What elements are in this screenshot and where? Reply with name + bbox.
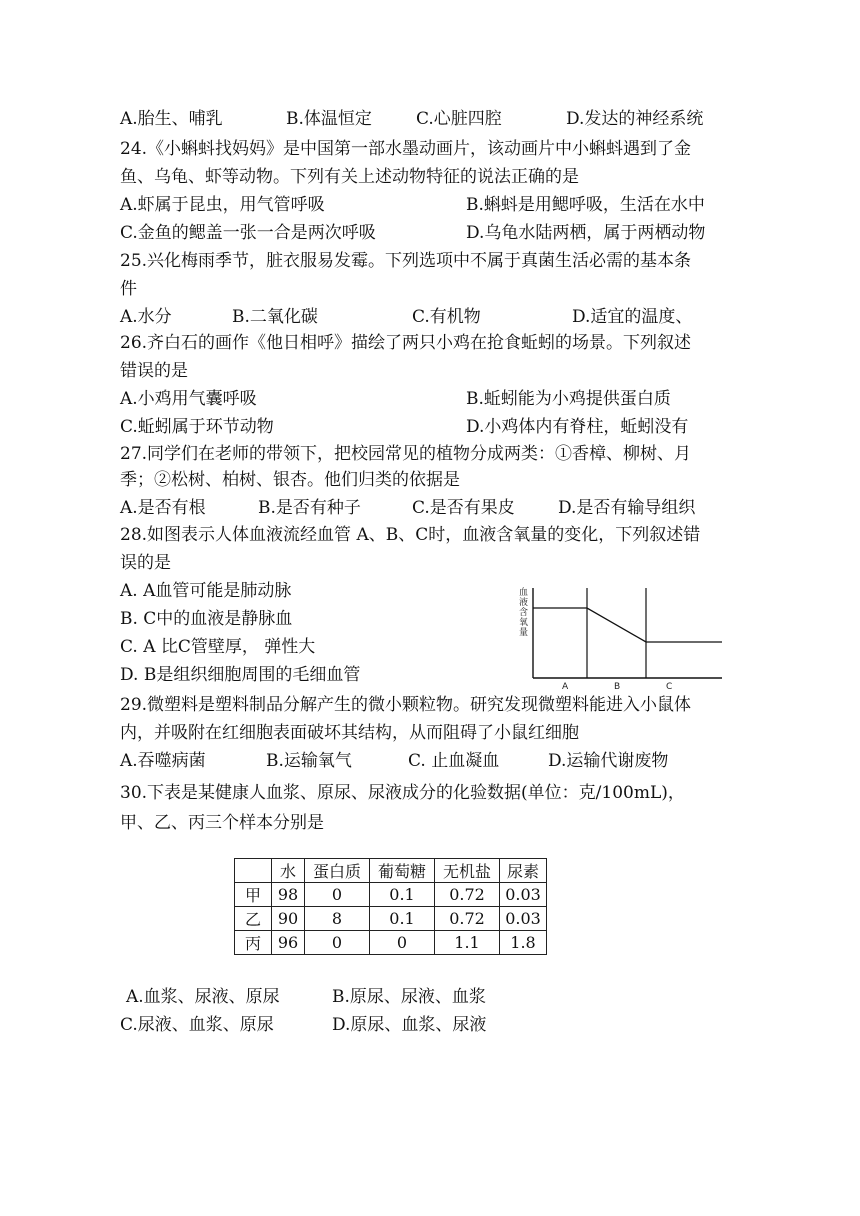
q25-stem-line1: 25.兴化梅雨季节，脏衣服易发霉。下列选项中不属于真菌生活必需的基本条 xyxy=(120,251,692,271)
q29-stem-line1: 29.微塑料是塑料制品分解产生的微小颗粒物。研究发现微塑料能进入小鼠体 xyxy=(120,695,692,715)
q24-stem-line1: 24.《小蝌蚪找妈妈》是中国第一部水墨动画片，该动画片中小蝌蚪遇到了金 xyxy=(120,139,692,159)
graph-segment-c-label: C xyxy=(666,682,673,692)
table-row xyxy=(235,883,547,907)
q25-stem-line2: 件 xyxy=(120,279,137,299)
table-cell: 90 xyxy=(272,907,305,931)
table-cell: 0.03 xyxy=(500,883,547,907)
q28-option-c: C. A 比C管壁厚， 弹性大 xyxy=(120,637,316,657)
q24-option-d: D.乌龟水陆两栖，属于两栖动物 xyxy=(466,223,706,243)
urine-data-table xyxy=(234,858,547,955)
q30-stem-line1: 30.下表是某健康人血浆、原尿、尿液成分的化验数据(单位：克/100mL)， xyxy=(120,783,685,803)
table-row xyxy=(235,907,547,931)
table-cell: 0.72 xyxy=(435,907,500,931)
graph-segment-a-label: A xyxy=(562,682,569,692)
q25-option-a: A.水分 xyxy=(120,307,172,327)
table-cell: 0.03 xyxy=(500,907,547,931)
graph-y-label xyxy=(519,587,528,638)
q25-option-d: D.适宜的温度、 xyxy=(572,307,693,327)
table-header-cell: 无机盐 xyxy=(435,859,500,883)
table-header-cell: 水 xyxy=(272,859,305,883)
oxygen-level-line xyxy=(533,608,722,642)
q26-option-b: B.蚯蚓能为小鸡提供蛋白质 xyxy=(466,389,671,409)
table-header-cell: 葡萄糖 xyxy=(370,859,435,883)
q28-option-b: B. C中的血液是静脉血 xyxy=(120,609,293,629)
graph-y-label-char: 量 xyxy=(519,628,529,638)
q23-option-d: D.发达的神经系统 xyxy=(566,109,704,129)
table-cell: 0 xyxy=(370,931,435,955)
q29-option-a: A.吞噬病菌 xyxy=(120,751,206,771)
table-cell: 98 xyxy=(272,883,305,907)
q24-option-a: A.虾属于昆虫，用气管呼吸 xyxy=(120,195,325,215)
q29-option-d: D.运输代谢废物 xyxy=(548,751,669,771)
q24-option-c: C.金鱼的鳃盖一张一合是两次呼吸 xyxy=(120,223,376,243)
q27-option-a: A.是否有根 xyxy=(120,498,206,518)
graph-y-label-char: 血 xyxy=(519,588,529,598)
q23-option-b: B.体温恒定 xyxy=(286,109,372,129)
table-cell: 1.8 xyxy=(500,931,547,955)
q23-option-a: A.胎生、哺乳 xyxy=(120,109,223,129)
table-cell: 0.1 xyxy=(370,907,435,931)
q27-option-d: D.是否有输导组织 xyxy=(558,498,696,518)
graph-y-label-char: 氧 xyxy=(519,618,529,628)
q25-option-b: B.二氧化碳 xyxy=(232,307,318,327)
q23-option-c: C.心脏四腔 xyxy=(416,109,502,129)
q30-option-a: A.血浆、尿液、原尿 xyxy=(126,987,280,1007)
q30-option-b: B.原尿、尿液、血浆 xyxy=(332,987,486,1007)
graph-y-label-char: 含 xyxy=(519,608,529,618)
table-cell: 0.72 xyxy=(435,883,500,907)
q28-option-d: D. B是组织细胞周围的毛细血管 xyxy=(120,665,361,685)
oxygen-level-graph xyxy=(516,584,726,694)
table-header-row xyxy=(235,859,547,883)
q30-stem-line2: 甲、乙、丙三个样本分别是 xyxy=(120,813,324,833)
q28-stem-line1: 28.如图表示人体血液流经血管 A、B、C时，血液含氧量的变化，下列叙述错 xyxy=(120,525,701,545)
table-cell: 乙 xyxy=(235,907,272,931)
q27-option-c: C.是否有果皮 xyxy=(412,498,515,518)
q26-option-d: D.小鸡体内有脊柱，蚯蚓没有 xyxy=(466,417,689,437)
table-cell: 1.1 xyxy=(435,931,500,955)
q28-stem-line2: 误的是 xyxy=(120,553,171,573)
table-header-cell: 尿素 xyxy=(500,859,547,883)
q30-option-c: C.尿液、血浆、原尿 xyxy=(120,1015,274,1035)
q24-option-b: B.蝌蚪是用鳃呼吸，生活在水中 xyxy=(466,195,705,215)
q30-option-d: D.原尿、血浆、尿液 xyxy=(332,1015,487,1035)
q27-stem-line1: 27.同学们在老师的带领下，把校园常见的植物分成两类：①香樟、柳树、月 xyxy=(120,444,692,464)
table-cell: 0 xyxy=(305,931,370,955)
q26-stem-line1: 26.齐白石的画作《他日相呼》描绘了两只小鸡在抢食蚯蚓的场景。下列叙述 xyxy=(120,333,692,353)
table-cell: 8 xyxy=(305,907,370,931)
q26-option-c: C.蚯蚓属于环节动物 xyxy=(120,417,274,437)
q29-option-b: B.运输氧气 xyxy=(266,751,352,771)
table-cell: 96 xyxy=(272,931,305,955)
q29-option-c: C. 止血凝血 xyxy=(408,751,500,771)
q24-stem-line2: 鱼、乌龟、虾等动物。下列有关上述动物特征的说法正确的是 xyxy=(120,167,579,187)
q28-option-a: A. A血管可能是肺动脉 xyxy=(120,581,292,601)
table-header-cell: 蛋白质 xyxy=(305,859,370,883)
q27-option-b: B.是否有种子 xyxy=(258,498,361,518)
q29-stem-line2: 内，并吸附在红细胞表面破坏其结构，从而阻碍了小鼠红细胞 xyxy=(120,723,579,743)
q26-stem-line2: 错误的是 xyxy=(120,361,188,381)
table-cell: 甲 xyxy=(235,883,272,907)
q25-option-c: C.有机物 xyxy=(412,307,481,327)
table-cell: 丙 xyxy=(235,931,272,955)
table-cell: 0 xyxy=(305,883,370,907)
q26-option-a: A.小鸡用气囊呼吸 xyxy=(120,389,257,409)
graph-segment-b-label: B xyxy=(614,682,621,692)
q27-stem-line2: 季；②松树、柏树、银杏。他们归类的依据是 xyxy=(120,470,460,490)
table-row xyxy=(235,931,547,955)
table-cell: 0.1 xyxy=(370,883,435,907)
table-header-cell xyxy=(235,859,272,883)
graph-y-label-char: 液 xyxy=(519,598,529,608)
